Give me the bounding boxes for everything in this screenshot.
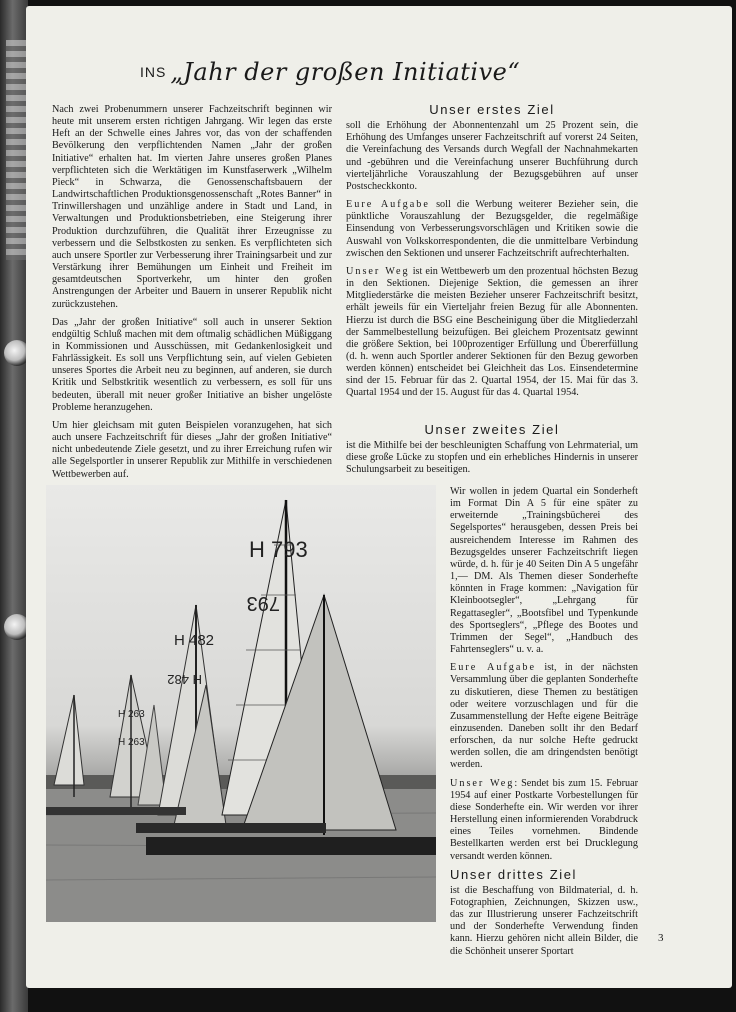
first-goal-way: Unser Weg ist ein Wettbewerb um den prozentual höchsten Bezug in den Sektionen. Diejenige Sektion, die gemessen an ihrer Mitgliederstärke die meisten Bezieher unserer Fachzeitschrift besitzt, erhält jeweils für ein Vierteljahr freien Bezug für alle Abonnenten. Hierzu ist durch die BSG eine Bescheinigung über die Mitgliederzahl der Sammelbestellung beizufügen. Bei gleichem Prozentsatz gewinnt die größere Sektion, bei 100prozentiger Erfüllung und Übererfüllung (d. h. wenn auch Sportler anderer Sektionen für den Bezug geworben werden können) entscheidet bei Gleichheit das Los. Einsendetermine sind der 15. Februar für das 2. Quartal 1954, der 15. Mai für das 3. Quartal 1954 und der 15. August für das 4. Quartal 1954. [346, 265, 639, 399]
article-heading [140, 58, 560, 98]
way-label: Unser Weg [346, 265, 410, 277]
second-goal-way: Unser Weg: Sendet bis zum 15. Februar 1954 auf einer Postkarte Vorbestellungen für diese Sonderhefte ein. Wir werden vor ihrer Herstellung einen informierenden Vorabdruck eines Teiles vornehmen. Bindende Bestellkarten werden erst bei Drucklegung versandt werden können. [450, 777, 639, 862]
intro-paragraph-3: Um hier gleichsam mit guten Beispielen voranzugehen, hat sich auch unsere Fachzeitschrift für dieses „Jahr der großen Initiative“ nicht unbedeutende Ziele gesetzt, und zu ihrer Erreichung rufen wir alle Segelsportler in unserer Republik zur Mithilfe in verschiedenen Wettbewerben auf. [52, 419, 332, 480]
binding-strip [6, 40, 26, 260]
second-goal-lead: ist die Mithilfe bei der beschleunigten Schaffung von Lehrmaterial, um diese große Lücke zu stopfen und ein erhebliches Hindernis in unserer Schulungsarbeit zu beseitigen. [346, 440, 638, 476]
first-goal-section [346, 104, 638, 406]
third-goal-heading: Unser drittes Ziel [450, 866, 578, 882]
second-goal-column [450, 486, 638, 964]
page-number: 3 [658, 932, 664, 944]
intro-column [52, 104, 332, 487]
binding-edge [0, 0, 28, 1012]
sail-number-2: 793 [246, 592, 280, 614]
third-goal-paragraph: ist die Beschaffung von Bildmaterial, d. h. Fotographien, Zeichnungen, Skizzen usw., das zur Illustrierung unserer Fachzeitschrift und der Sonderhefte Verwendung finden kann. Hierzu gehören nicht allein Bilder, die die Schönheit unserer Sportart [450, 884, 638, 957]
sail-number-3: H 482 [174, 632, 215, 649]
sailing-boats-photo [46, 485, 436, 922]
task-label: Eure Aufgabe [346, 199, 430, 211]
intro-paragraph-1: Nach zwei Probenummern unserer Fachzeitschrift beginnen wir heute mit unserem ersten richtigen Jahrgang. Wir legen das erste Heft an der Schwelle eines Jahres vor, das von der schaffenden Bevölkerung den verpflichtenden Namen „Jahr der großen Initiative“ erhalten hat. Im vierten Jahre unseres großen Planes verpflichteten sich die Werktätigen im Kunstfaserwerk „Wilhelm Pieck“ in Schwarza, die Genossenschaftsbauern der Landwirtschaftlichen Produktionsgenossenschaft „Rotes Banner“ in Trinwillershagen und unzählige andere in Stadt und Land, in Verwaltungen und Produktionsbetrieben, eine Steigerung ihrer Produktion durchzuführen, die Qualität ihrer Erzeugnisse zu verbessern und die Selbstkosten zu senken. Es verpflichteten sich auch unsere Sportler zur Verbesserung ihrer Trainingsarbeit und zur Verstärkung ihrer Bemühungen um Einheit und Freiheit im gesamtdeutschen Sportverkehr, um hinter den großen Anstrengungen der Arbeiter und Bauern in unserer Republik nicht zurückzustehen. [52, 104, 332, 310]
second-goal-paragraph: Wir wollen in jedem Quartal ein Sonderheft im Format Din A 5 für eine später zu erweiternde „Trainingsbücherei des Segelsportes“ herausgeben, dessen Preis bei ausreichendem Interesse im Rahmen des Bezugsgeldes unserer Fachzeitschrift liegen würde, d. h. für je 40 Seiten Din A 5 ungefähr 1,— DM. Als Themen dieser Sonderhefte könnten in Frage kommen: „Navigation für Kleinbootsegler“, „Lehrgang für Regattasegler“, „Bootsfibel und Typenkunde des Sportseglers“, „Pflege des Bootes und Trimmen der Segel“, „Handbuch des Fahrtenseglers“ u. v. a. [450, 486, 638, 656]
first-goal-heading: Unser erstes Ziel [429, 102, 555, 117]
first-goal-paragraph: soll die Erhöhung der Abonnentenzahl um 25 Prozent sein, die Erhöhung des Umfanges unserer Fachzeitschrift auf vorerst 24 Seiten, die Vereinfachung des Versands durch Wegfall der Nachnahmekarten und -gebühren und die Vereinfachung unserer Buchführung durch vierteljährliche Vorauszahlung der Bezugsgebühren auf unser Postscheckkonto. [346, 120, 638, 192]
second-goal-heading: Unser zweites Ziel [424, 422, 560, 437]
heading-prefix: INS [140, 64, 167, 80]
intro-paragraph-2: Das „Jahr der großen Initiative“ soll auch in unserer Sektion endgültig Schluß machen mit dem oftmalig schädlichen Müßiggang in Kommissionen und Ausschüssen, mit Gedankenlosigkeit und Fahrlässigkeit. Es soll uns Verpflichtung sein, auf vielen Gebieten unseres Sportes die Arbeit neu zu beginnen, auf anderen, sie durch Kritik und Selbstkritik wesentlich zu verbessern, es soll für uns bedeuten, überall mit neuer großer Initiative an bisher ungelöste Probleme heranzugehen. [52, 316, 332, 413]
sail-number-6: H 263 [118, 737, 145, 748]
sail-number-5: H 263 [118, 709, 145, 720]
sailboats-illustration [46, 485, 436, 922]
heading-title: „Jahr der großen Initiative“ [170, 58, 521, 86]
second-goal-section [346, 424, 638, 483]
sail-number-4: H 482 [167, 672, 202, 687]
sail-number-1: H 793 [249, 537, 308, 562]
first-goal-task: Eure Aufgabe soll die Werbung weiterer Bezieher sein, die pünktliche Vorauszahlung der Bezugsgelder, die regelmäßige Einsendung von Verbesserungsvorschlägen und Kritiken sowie die Auswahl von Volkskorrespondenten, die die unmittelbare Verbindung zwischen den Sektionen und unserer Fachzeitschrift aufrechterhalten. [346, 199, 639, 259]
second-goal-task: Eure Aufgabe ist, in der nächsten Versammlung über die geplanten Sonderhefte zu diskutieren, diese Themen zu bestätigen oder weitere vorzuschlagen und für die Zusammenstellung der Hefte eigene Beiträge einzusenden. Daneben sollt ihr den Bedarf erforschen, da nur solche Hefte gedruckt werden sollen, die am dringendsten benötigt werden. [450, 662, 639, 771]
